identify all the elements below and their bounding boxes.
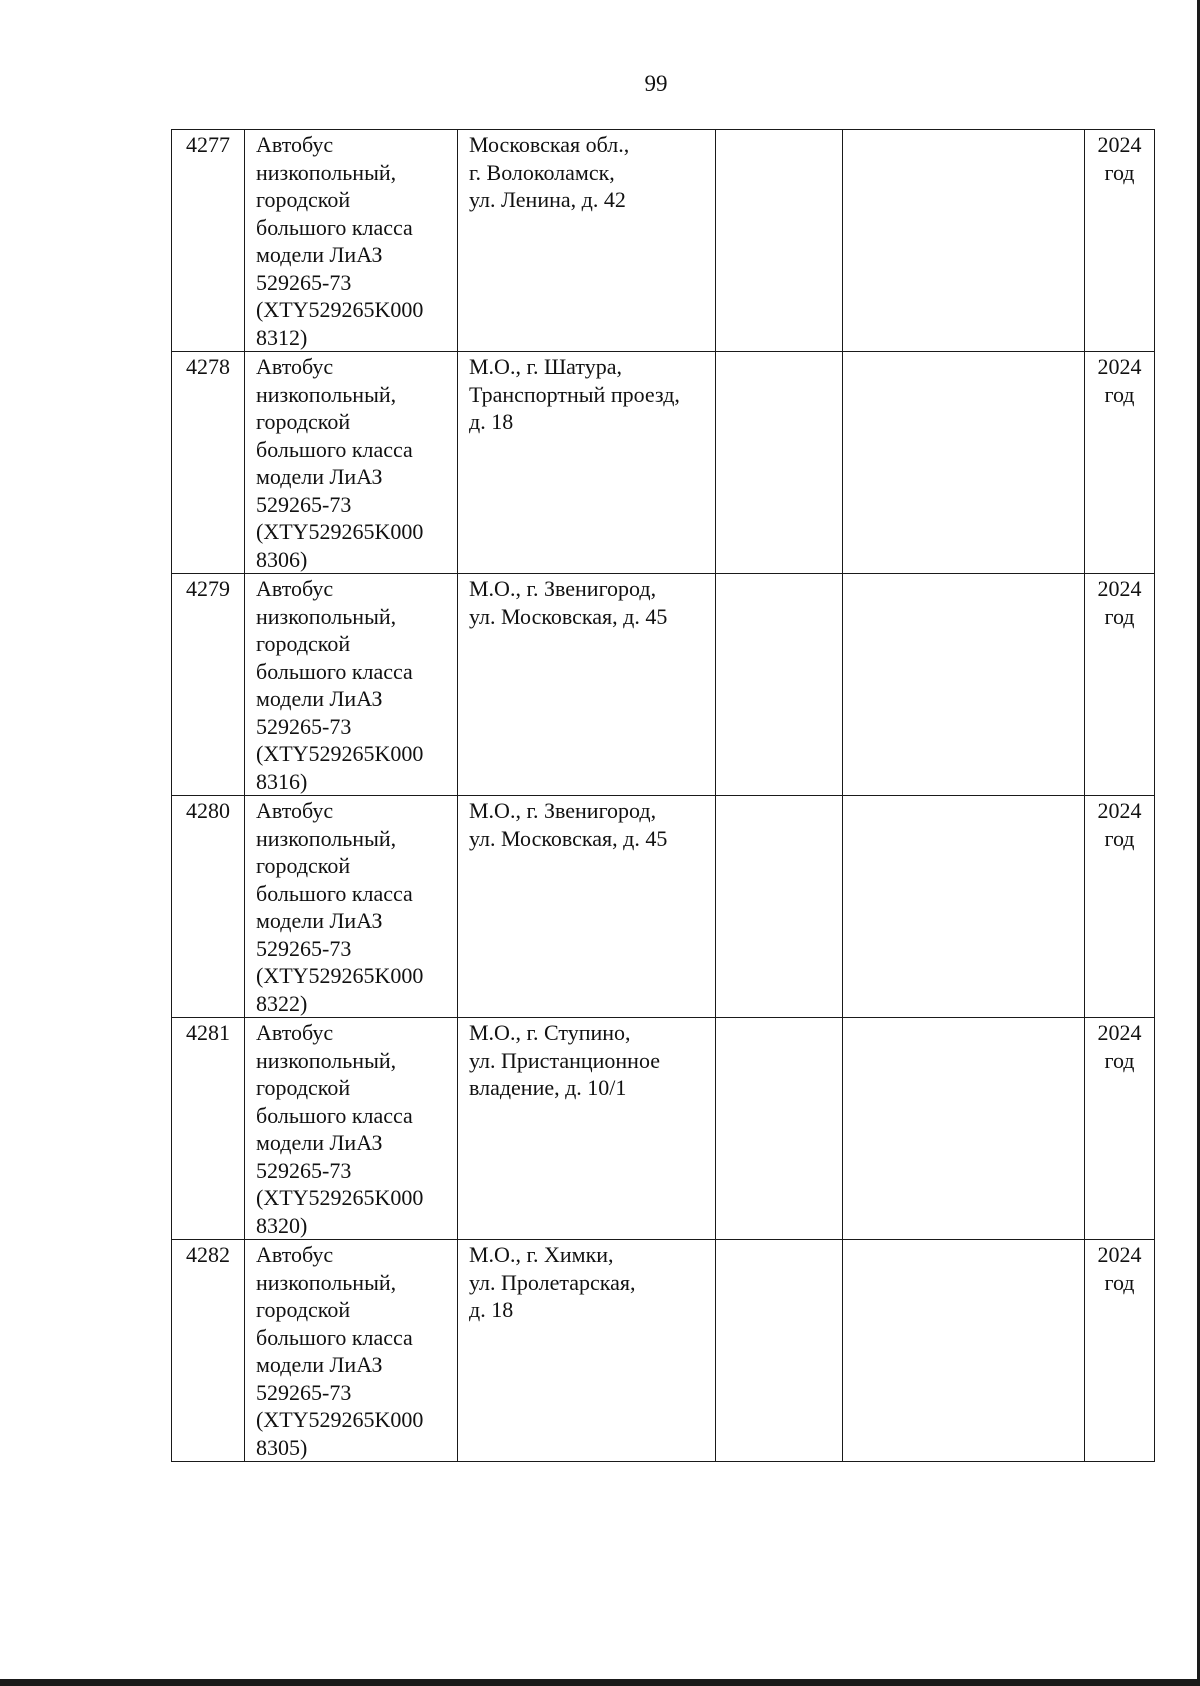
vehicle-name-line: Автобус [256, 132, 334, 157]
vehicle-name-line: модели ЛиАЗ [256, 908, 383, 933]
table-row [172, 130, 1155, 352]
empty-cell [716, 1018, 843, 1240]
vehicle-name-line: городской [256, 631, 351, 656]
vehicle-name-line: городской [256, 1075, 351, 1100]
year-cell [1085, 352, 1155, 574]
empty-cell [716, 574, 843, 796]
row-number-cell [172, 1018, 245, 1240]
registry-table-body [172, 130, 1155, 1462]
year-cell [1085, 796, 1155, 1018]
year-line: год [1104, 1047, 1135, 1073]
vehicle-name-line: модели ЛиАЗ [256, 686, 383, 711]
vehicle-name-cell [245, 352, 458, 574]
row-number-cell [172, 352, 245, 574]
empty-cell [716, 130, 843, 352]
table-row [172, 574, 1155, 796]
address-line: ул. Московская, д. 45 [469, 825, 668, 851]
vehicle-name-line: низкопольный, [256, 603, 397, 629]
year-line: 2024 [1097, 798, 1142, 823]
year-cell [1085, 1240, 1155, 1462]
row-number-cell [172, 574, 245, 796]
vehicle-name-line: модели ЛиАЗ [256, 1130, 383, 1155]
address-line: д. 18 [469, 409, 514, 434]
vehicle-name-line: (XTY529265K000 [256, 1407, 424, 1432]
vehicle-name-line: 8320) [256, 1212, 308, 1238]
vehicle-name-line: городской [256, 409, 351, 434]
address-line: Московская обл., [469, 132, 630, 157]
year-line: 2024 [1097, 354, 1142, 379]
vehicle-name-line: модели ЛиАЗ [256, 1352, 383, 1377]
empty-cell [716, 352, 843, 574]
vehicle-name-line: Автобус [256, 576, 334, 601]
vehicle-name-line: большого класса [256, 1324, 413, 1350]
vehicle-name-line: (XTY529265K000 [256, 963, 424, 988]
year-line: 2024 [1097, 576, 1142, 601]
vehicle-name-line: низкопольный, [256, 1269, 397, 1295]
page-number: 99 [644, 71, 668, 96]
address-line: г. Волоколамск, [469, 159, 615, 185]
vehicle-name-line: (XTY529265K000 [256, 519, 424, 544]
vehicle-name-line: большого класса [256, 1102, 413, 1128]
vehicle-name-line: (XTY529265K000 [256, 297, 424, 322]
vehicle-name-line: 8316) [256, 768, 308, 794]
vehicle-name-cell [245, 796, 458, 1018]
address-line: М.О., г. Звенигород, [469, 576, 657, 601]
address-line: М.О., г. Ступино, [469, 1020, 631, 1045]
vehicle-name-line: 529265-73 [256, 491, 352, 517]
vehicle-name-cell [245, 1018, 458, 1240]
vehicle-name-line: низкопольный, [256, 825, 397, 851]
table-row [172, 1018, 1155, 1240]
year-cell [1085, 130, 1155, 352]
vehicle-name-line: городской [256, 187, 351, 212]
address-line: ул. Пристанционное [469, 1047, 660, 1073]
vehicle-name-line: Автобус [256, 1242, 334, 1267]
empty-cell [843, 1240, 1085, 1462]
vehicle-name-line: (XTY529265K000 [256, 1185, 424, 1210]
row-number: 4277 [186, 132, 230, 157]
year-line: год [1104, 159, 1135, 185]
table-row [172, 1240, 1155, 1462]
empty-cell [716, 1240, 843, 1462]
row-number: 4280 [186, 798, 230, 823]
year-line: год [1104, 603, 1135, 629]
vehicle-name-line: большого класса [256, 436, 413, 462]
vehicle-name-line: городской [256, 1297, 351, 1322]
vehicle-name-line: 8306) [256, 546, 308, 572]
vehicle-name-line: городской [256, 853, 351, 878]
address-line: М.О., г. Шатура, [469, 354, 622, 379]
vehicle-name-line: низкопольный, [256, 381, 397, 407]
address-cell [458, 1240, 716, 1462]
table-row [172, 352, 1155, 574]
address-line: ул. Ленина, д. 42 [469, 187, 626, 212]
year-line: 2024 [1097, 132, 1142, 157]
vehicle-name-cell [245, 130, 458, 352]
address-line: М.О., г. Химки, [469, 1242, 614, 1267]
address-cell [458, 796, 716, 1018]
vehicle-name-line: 8322) [256, 990, 308, 1016]
vehicle-name-line: Автобус [256, 1020, 334, 1045]
registry-table [171, 129, 1155, 1462]
vehicle-name-line: Автобус [256, 354, 334, 379]
page-edge-bottom [0, 1679, 1200, 1686]
vehicle-name-line: большого класса [256, 880, 413, 906]
vehicle-name-line: 529265-73 [256, 935, 352, 961]
row-number-cell [172, 1240, 245, 1462]
vehicle-name-line: низкопольный, [256, 1047, 397, 1073]
row-number-cell [172, 130, 245, 352]
vehicle-name-cell [245, 574, 458, 796]
row-number: 4278 [186, 354, 230, 379]
year-line: 2024 [1097, 1242, 1142, 1267]
address-line: Транспортный проезд, [469, 381, 680, 407]
address-line: ул. Московская, д. 45 [469, 603, 668, 629]
address-cell [458, 574, 716, 796]
vehicle-name-line: 529265-73 [256, 1157, 352, 1183]
address-line: владение, д. 10/1 [469, 1075, 627, 1100]
address-line: ул. Пролетарская, [469, 1269, 636, 1295]
year-line: год [1104, 381, 1135, 407]
address-cell [458, 130, 716, 352]
empty-cell [716, 796, 843, 1018]
vehicle-name-line: большого класса [256, 214, 413, 240]
empty-cell [843, 352, 1085, 574]
address-line: М.О., г. Звенигород, [469, 798, 657, 823]
vehicle-name-line: (XTY529265K000 [256, 741, 424, 766]
vehicle-name-line: модели ЛиАЗ [256, 464, 383, 489]
table-row [172, 796, 1155, 1018]
row-number: 4281 [186, 1020, 230, 1045]
vehicle-name-line: 529265-73 [256, 269, 352, 295]
vehicle-name-line: 529265-73 [256, 713, 352, 739]
year-line: год [1104, 825, 1135, 851]
year-line: 2024 [1097, 1020, 1142, 1045]
row-number-cell [172, 796, 245, 1018]
empty-cell [843, 796, 1085, 1018]
address-cell [458, 352, 716, 574]
year-cell [1085, 574, 1155, 796]
vehicle-name-line: Автобус [256, 798, 334, 823]
vehicle-name-line: большого класса [256, 658, 413, 684]
vehicle-name-line: модели ЛиАЗ [256, 242, 383, 267]
vehicle-name-line: 8305) [256, 1434, 308, 1460]
row-number: 4282 [186, 1242, 230, 1267]
empty-cell [843, 130, 1085, 352]
address-cell [458, 1018, 716, 1240]
vehicle-name-line: низкопольный, [256, 159, 397, 185]
year-line: год [1104, 1269, 1135, 1295]
empty-cell [843, 574, 1085, 796]
vehicle-name-cell [245, 1240, 458, 1462]
empty-cell [843, 1018, 1085, 1240]
address-line: д. 18 [469, 1297, 514, 1322]
year-cell [1085, 1018, 1155, 1240]
vehicle-name-line: 8312) [256, 324, 308, 350]
row-number: 4279 [186, 576, 230, 601]
vehicle-name-line: 529265-73 [256, 1379, 352, 1405]
